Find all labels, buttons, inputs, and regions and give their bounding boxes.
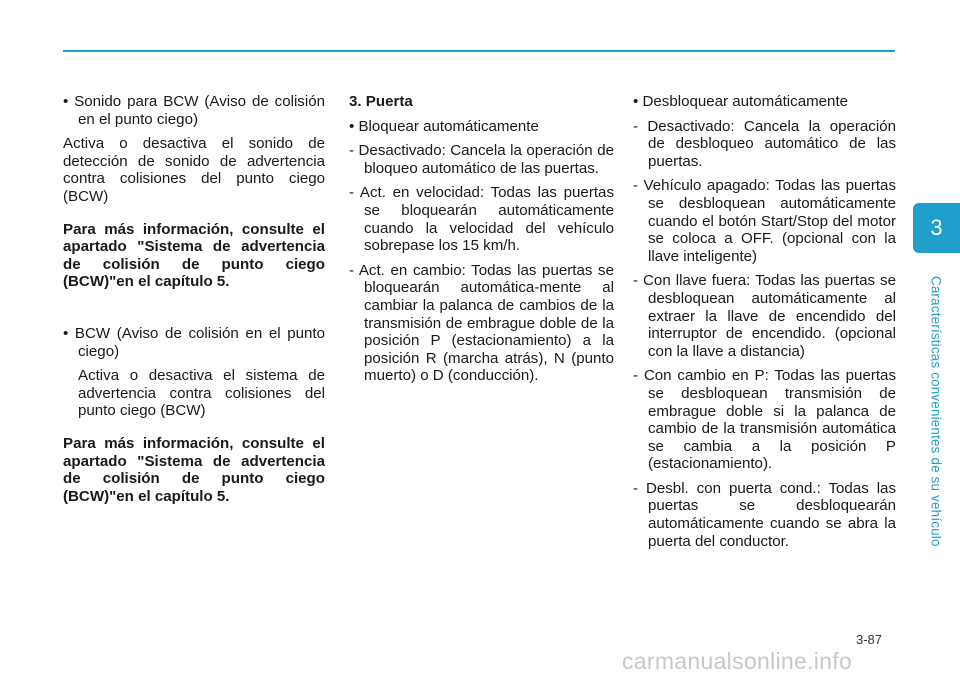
- note-bcw: Para más información, consulte el apartado "Sistema de advertencia de colisión de punto ciego (BCW)"en el capítulo 5.: [63, 434, 325, 505]
- item-auto-unlock-off: - Desactivado: Cancela la operación de desbloqueo automático de las puertas.: [633, 117, 896, 170]
- chapter-title: Características convenientes de su vehículo: [928, 275, 944, 547]
- header-rule: [63, 50, 895, 52]
- watermark: carmanualsonline.info: [622, 648, 853, 674]
- column-middle: [349, 93, 614, 385]
- bullet-auto-unlock: • Desbloquear automáticamente: [633, 93, 849, 110]
- bullet-bcw-sound: • Sonido para BCW (Aviso de colisión en el punto ciego): [63, 93, 325, 128]
- item-auto-unlock-vehicle-off: - Vehículo apagado: Todas las puertas se desbloquean automáticamente cuando el botón Start/Stop del motor se coloca a OFF. (opcional con la llave inteligente): [633, 177, 896, 265]
- chapter-title-vertical: [922, 266, 950, 556]
- paragraph-bcw-sound: Activa o desactiva el sonido de detección de sonido de advertencia contra colisiones del punto ciego (BCW): [63, 135, 325, 205]
- item-auto-lock-shift: - Act. en cambio: Todas las puertas se bloquearán automática-mente al cambiar la palanca de cambios de la transmisión de embrague doble de la posición P (estacionamiento) a la posición R (marcha atrás), N (punto muerto) o D (conducción).: [349, 261, 614, 385]
- bullet-auto-lock: • Bloquear automáticamente: [349, 117, 539, 135]
- paragraph-bcw: Activa o desactiva el sistema de advertencia contra colisiones del punto ciego (BCW): [78, 367, 325, 420]
- item-auto-lock-speed: - Act. en velocidad: Todas las puertas se bloquearán automáticamente cuando la velocidad del vehículo sobrepase los 15 km/h.: [349, 184, 614, 255]
- item-auto-unlock-park: - Con cambio en P: Todas las puertas se desbloquean transmisión de embrague doble si la palanca de cambio de la transmisión automática se cambia a la posición P (estacionamiento).: [633, 367, 896, 473]
- bullet-bcw: • BCW (Aviso de colisión en el punto ciego): [63, 324, 325, 360]
- column-left: [63, 93, 325, 505]
- chapter-number: 3: [930, 215, 943, 240]
- note-bcw-sound: Para más información, consulte el apartado "Sistema de advertencia de colisión de punto ciego (BCW)"en el capítulo 5.: [63, 220, 325, 291]
- column-right: [633, 93, 896, 550]
- section-heading-door: 3. Puerta: [349, 93, 413, 110]
- item-auto-unlock-driver-door: - Desbl. con puerta cond.: Todas las puertas se desbloquearán automáticamente cuando se abra la puerta del conductor.: [633, 479, 896, 550]
- item-auto-unlock-key-out: - Con llave fuera: Todas las puertas se desbloquean automáticamente al extraer la llave de encendido del interruptor de encendido. (opcional con la llave a distancia): [633, 272, 896, 360]
- item-auto-lock-off: - Desactivado: Cancela la operación de bloqueo automático de las puertas.: [349, 142, 614, 177]
- chapter-tab: [913, 203, 960, 253]
- page-number: 3-87: [856, 632, 883, 647]
